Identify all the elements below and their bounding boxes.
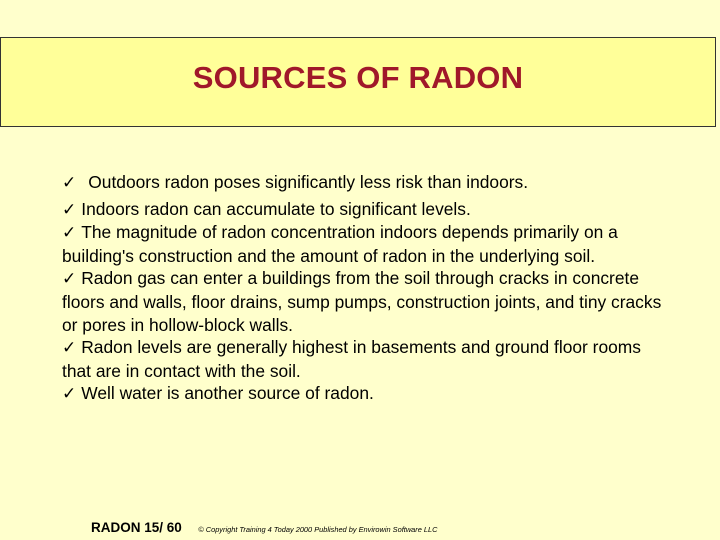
bullet-text: Well water is another source of radon.: [81, 383, 374, 404]
checkmark-icon: ✓: [62, 384, 77, 405]
checkmark-icon: ✓: [62, 269, 77, 290]
checkmark-icon: ✓: [62, 199, 77, 220]
bullet-item: [62, 198, 662, 222]
slide-title: SOURCES OF RADON: [192, 60, 524, 95]
checkmark-icon: ✓: [62, 338, 77, 359]
footer: [91, 519, 437, 537]
copyright-notice: © Copyright Training 4 Today 2000 Published by Envirowin Software LLC: [198, 525, 438, 534]
bullet-item: [62, 171, 662, 195]
bullet-item: [62, 382, 662, 406]
slide-number: RADON 15/ 60: [91, 520, 182, 535]
checkmark-icon: ✓: [62, 173, 77, 193]
bullet-text: Indoors radon can accumulate to significant levels.: [81, 198, 471, 219]
bullet-text: Radon gas can enter a buildings from the soil through cracks in concrete floors and walls, floor drains, sump pumps, construction joints, and tiny cracks or pores in hollow-block walls.: [62, 268, 662, 335]
title-box: [0, 37, 716, 127]
checkmark-icon: ✓: [62, 223, 77, 244]
bullet-text: The magnitude of radon concentration indoors depends primarily on a building's construction and the amount of radon in the underlying soil.: [62, 222, 618, 266]
bullet-text: Radon levels are generally highest in basements and ground floor rooms that are in contact with the soil.: [62, 337, 641, 381]
bullet-text: Outdoors radon poses significantly less risk than indoors.: [88, 172, 529, 192]
bullet-list: [62, 171, 662, 406]
bullet-item: [62, 221, 662, 267]
bullet-item: [62, 267, 662, 336]
bullet-item: [62, 336, 662, 382]
